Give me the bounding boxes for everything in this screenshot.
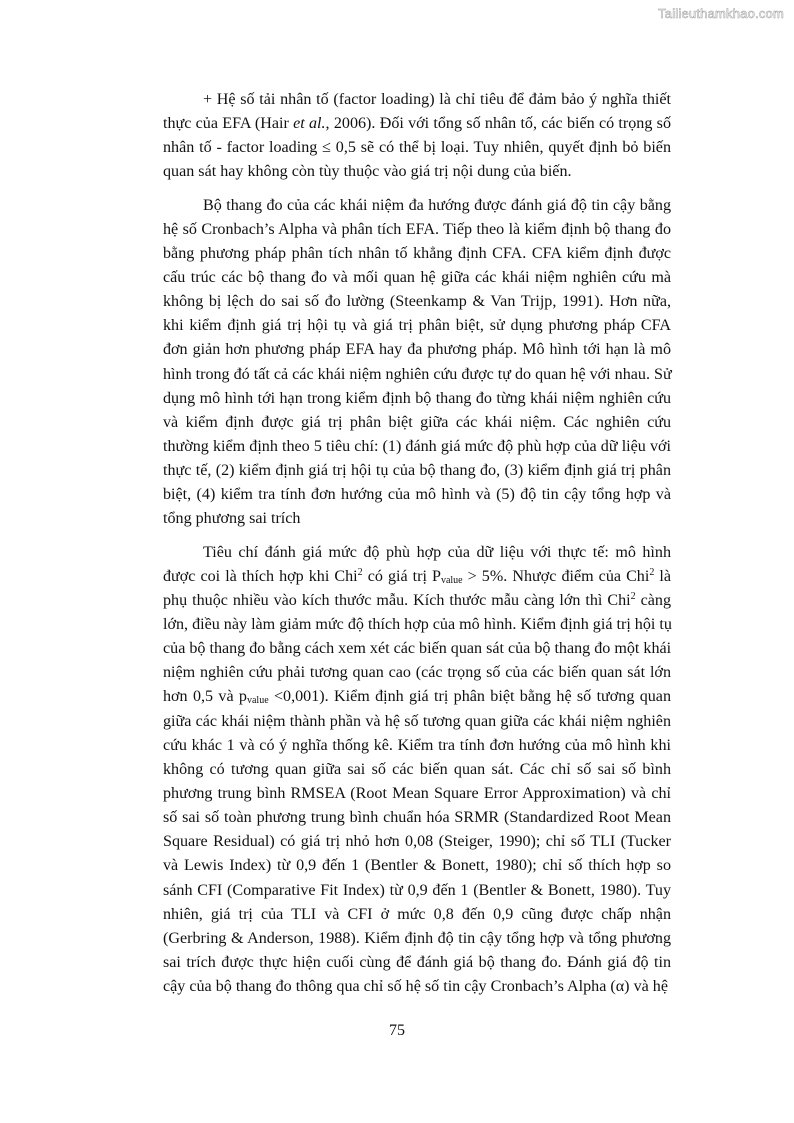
text-line: Bộ thang đo của các khái niệm đa hướng được đánh giá độ tin cậy bằng (203, 196, 671, 214)
text-line: sai trích được thực hiện cuối cùng để đánh giá bộ thang đo. Đánh giá độ tin (163, 953, 671, 971)
text-line: và kiểm định được giá trị phân biệt giữa các khái niệm. Các nghiên cứu (163, 413, 671, 431)
text-line: thực của EFA (Hair et al., 2006). Đối với tổng số nhân tố, các biến có trọng số (163, 115, 671, 133)
page-number: 75 (389, 1022, 405, 1039)
text-line: biệt, (4) kiểm tra tính đơn hướng của mô hình và (5) độ tin cậy tổng hợp và (163, 486, 671, 504)
text-line: hơn 0,5 và $p_{value} <0,001$). Kiểm định giá trị phân biệt bằng hệ số tương quan (163, 688, 671, 707)
text-line: sánh CFI (Comparative Fit Index) từ 0,9 đến 1 (Bentler & Bonett, 1980). Tuy (163, 881, 671, 899)
text-line: cậy của bộ thang đo thông qua chỉ số hệ số tin cậy Cronbach’s Alpha (α) và hệ (163, 978, 668, 996)
text-line: nhiên, giá trị của TLI và CFI ở mức 0,8 đến 0,9 cũng được chấp nhận (163, 905, 671, 923)
text-line: phương trung bình RMSEA (Root Mean Square Error Approximation) và chỉ (163, 784, 671, 802)
text-line: thường kiểm định theo 5 tiêu chí: (1) đánh giá mức độ phù hợp của dữ liệu với (163, 437, 671, 455)
text-line: nhân tố - factor loading ≤ 0,5 sẽ có thể bị loại. Tuy nhiên, quyết định bỏ biến (163, 139, 671, 157)
text-line: Tiêu chí đánh giá mức độ phù hợp của dữ liệu với thực tế: mô hình (203, 543, 671, 561)
text-line: bằng phương pháp phân tích nhân tố khẳng định CFA. CFA kiểm định được (163, 244, 671, 262)
text-line: cấu trúc các bộ thang đo và mối quan hệ giữa các khái niệm nghiên cứu mà (163, 268, 671, 286)
text-line: đơn giản hơn phương pháp EFA hay đa phương pháp. Mô hình tới hạn là mô (163, 341, 671, 359)
text-line: giữa các khái niệm thành phần và hệ số tương quan giữa các khái niệm nghiên (163, 712, 671, 730)
text-line: hệ số Cronbach’s Alpha và phân tích EFA. Tiếp theo là kiểm định bộ thang đo (163, 220, 671, 238)
text-line: cứu khác 1 và có ý nghĩa thống kê. Kiểm tra tính đơn hướng của mô hình khi (163, 736, 671, 754)
text-line: thực tế, (2) kiểm định giá trị hội tụ của bộ thang đo, (3) kiểm định giá trị phân (163, 462, 671, 480)
text-line: lớn, điều này làm giảm mức độ thích hợp của mô hình. Kiểm định giá trị hội tụ (163, 615, 672, 633)
text-line: được coi là thích hợp khi Chi$^2$ có giá trị $P_{value} > 5\%$. Nhược điểm của Chi$^2$ là (163, 566, 671, 586)
text-line: phụ thuộc nhiều vào kích thước mẫu. Kích thước mẫu càng lớn thì Chi$^2$ càng (163, 590, 671, 609)
paragraph (163, 88, 671, 185)
text-line: không có tương quan giữa sai số các biến quan sát. Các chỉ số sai số bình (163, 760, 671, 778)
paragraph (163, 541, 671, 1000)
text-line: số sai số toàn phương trung bình chuẩn hóa SRMR (Standardized Root Mean (163, 809, 671, 827)
text-line: hình trong đó tất cả các khái niệm nghiên cứu được tự do quan hệ với nhau. Sử (163, 365, 672, 383)
text-line: dụng mô hình tới hạn trong kiểm định bộ thang đo từng khái niệm nghiên cứu (163, 389, 671, 407)
text-line: (Gerbring & Anderson, 1988). Kiểm định độ tin cậy tổng hợp và tổng phương (163, 929, 671, 947)
text-line: niệm nghiên cứu phải tương quan cao (các trọng số của các biến quan sát lớn (163, 664, 671, 682)
text-line: của bộ thang đo bằng cách xem xét các biến quan sát của bộ thang đo một khái (163, 640, 672, 658)
watermark: Tailieuthamkhao.com (658, 6, 784, 21)
text-line: quan sát hay không còn tùy thuộc vào giá trị nội dung của biến. (163, 163, 572, 181)
text-line: Square Residual) có giá trị nhỏ hơn 0,08 (Steiger, 1990); chỉ số TLI (Tucker (163, 833, 671, 851)
document-body (163, 88, 671, 1008)
paragraph (163, 194, 671, 532)
text-line: + Hệ số tải nhân tố (factor loading) là chỉ tiêu để đảm bảo ý nghĩa thiết (203, 91, 671, 108)
text-line: và Lewis Index) từ 0,9 đến 1 (Bentler & Bonett, 1980); chỉ số thích hợp so (163, 857, 671, 875)
text-line: tổng phương sai trích (163, 510, 301, 528)
text-line: không bị lệch do sai số đo lường (Steenkamp & Van Trijp, 1991). Hơn nữa, (163, 293, 671, 311)
text-line: khi kiểm định giá trị hội tụ và giá trị phân biệt, sử dụng phương pháp CFA (163, 317, 671, 335)
